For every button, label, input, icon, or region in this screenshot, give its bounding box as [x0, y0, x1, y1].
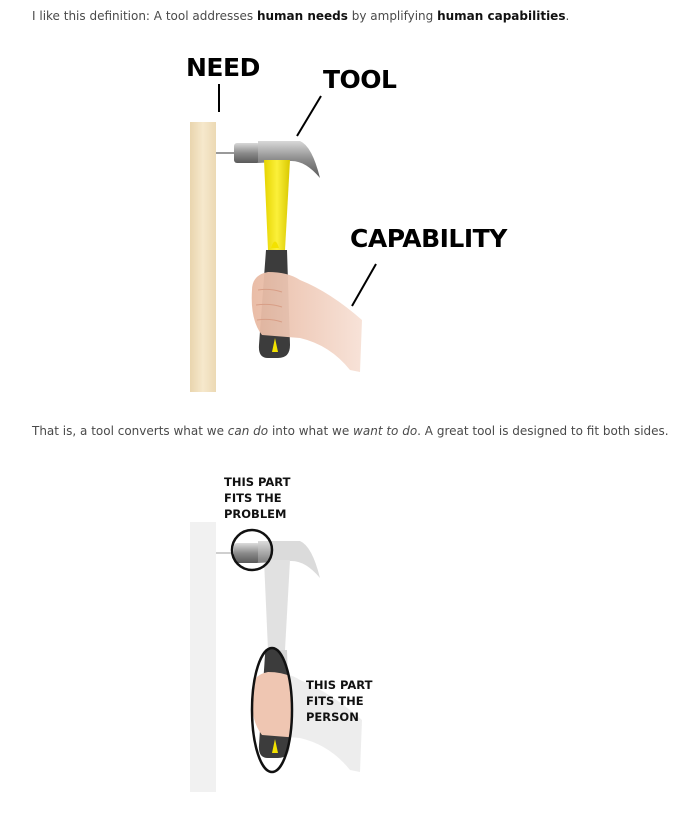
intro-text-start: I like this definition: A tool addresses — [32, 9, 257, 23]
grip-highlight — [248, 640, 300, 776]
hammer-figure-highlighted — [0, 460, 681, 813]
intro-bold-needs: human needs — [256, 9, 348, 23]
middle-text-middle: into what we — [268, 424, 354, 438]
middle-text-end: . A great tool is designed to fit both sides. — [417, 424, 669, 438]
middle-italic-can-do: can do — [227, 424, 269, 438]
label-person-line-2: FITS THE — [306, 694, 364, 708]
hammer-figure-labeled — [0, 0, 681, 400]
faded-wood-board — [190, 522, 216, 792]
capability-pointer-line — [352, 264, 376, 306]
middle-paragraph — [32, 423, 669, 439]
label-problem-line-2: FITS THE — [224, 491, 282, 505]
wood-board — [190, 122, 216, 392]
label-person-line-3: PERSON — [306, 710, 359, 724]
label-fits-problem — [224, 475, 295, 521]
label-need: NEED — [186, 53, 260, 82]
label-capability: CAPABILITY — [350, 224, 507, 253]
intro-text-middle: by amplifying — [347, 9, 438, 23]
tool-pointer-line — [297, 96, 321, 136]
label-fits-person — [306, 678, 377, 724]
middle-italic-want-to-do: want to do — [353, 424, 418, 438]
middle-text-start: That is, a tool converts what we — [32, 424, 228, 438]
intro-bold-capabilities: human capabilities — [437, 9, 566, 23]
intro-text-end: . — [565, 9, 570, 23]
label-person-line-1: THIS PART — [306, 678, 373, 692]
label-problem-line-3: PROBLEM — [224, 507, 287, 521]
label-tool: TOOL — [323, 65, 397, 94]
label-problem-line-1: THIS PART — [224, 475, 291, 489]
